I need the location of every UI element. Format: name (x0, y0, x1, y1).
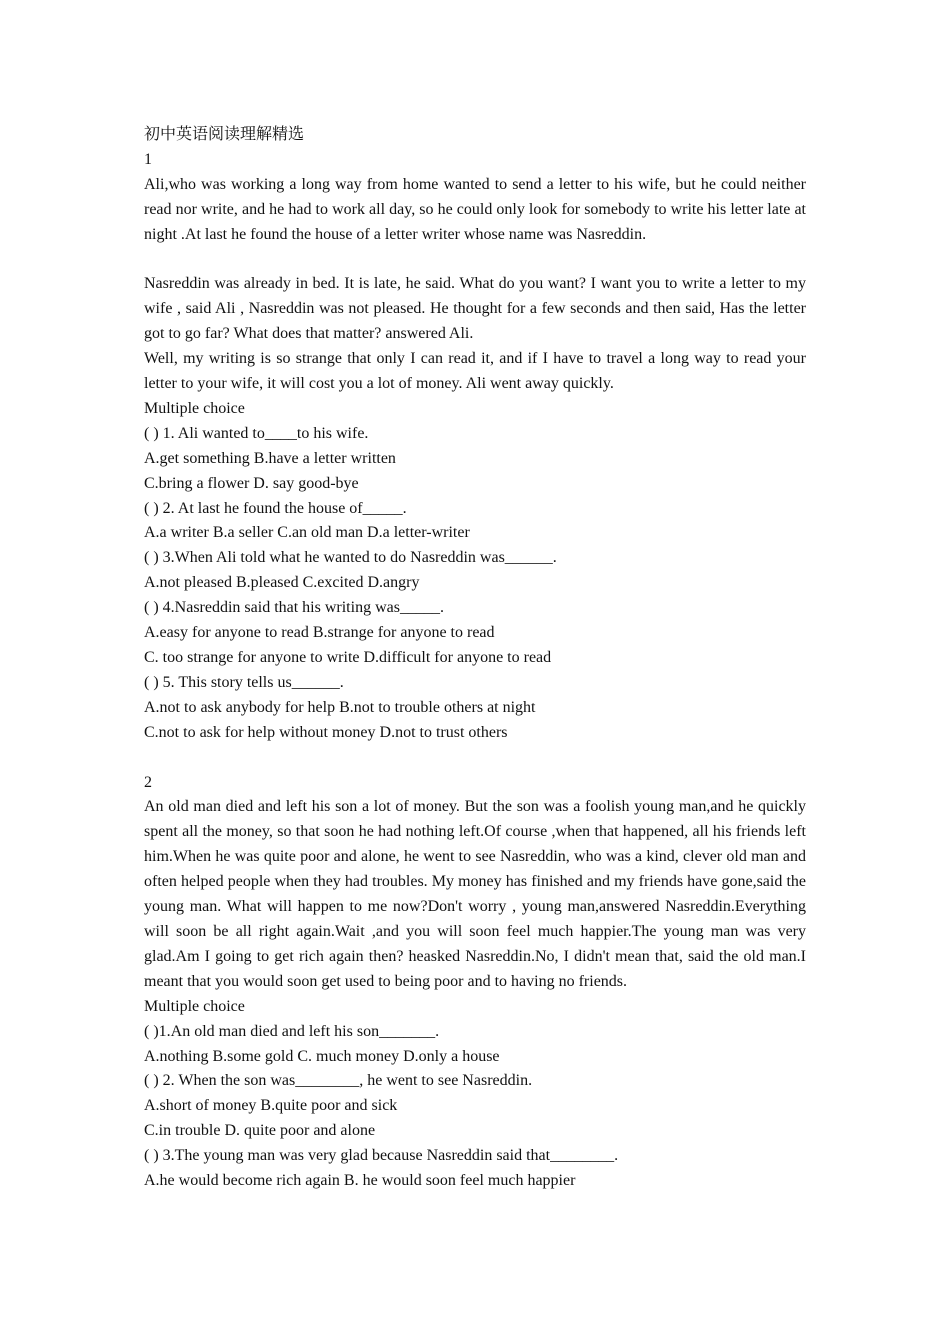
paragraph-spacer (144, 248, 806, 273)
section-1-question-2-options: A.a writer B.a seller C.an old man D.a letter-writer (144, 524, 470, 542)
section-1-question-3-options: A.not pleased B.pleased C.excited D.angry (144, 574, 420, 592)
section-1-question-5-options-b: C.not to ask for help without money D.not to trust others (144, 723, 508, 741)
section-spacer (144, 746, 806, 771)
section-2-question-3-options: A.he would become rich again B. he would soon feel much happier (144, 1172, 576, 1190)
section-2-question-2-options-a: A.short of money B.quite poor and sick (144, 1097, 398, 1115)
section-1-heading: Multiple choice (144, 399, 245, 417)
section-2-paragraph-1: An old man died and left his son a lot of money. But the son was a foolish young man,and he quickly spent all the money, so that soon he had nothing left.Of course ,when that happened, all his friends left him.When he was quite poor and alone, he went to see Nasreddin, who was a kind, clever old man and often helped people when they had troubles. My money has finished and my friends have gone,said the young man. What will happen to me now?Don't worry , young man,answered Nasreddin.Everything will soon be all right again.Wait ,and you will soon feel much happier.The young man was very glad.Am I going to get rich again then? heasked Nasreddin.No, I didn't mean that, said the old man.I meant that you would soon get used to being poor and to having no friends. (144, 798, 806, 990)
section-2-question-1-options: A.nothing B.some gold C. much money D.only a house (144, 1047, 500, 1065)
section-1-paragraph-3: Well, my writing is so strange that only I can read it, and if I have to travel a long way to read your letter to your wife, it will cost you a lot of money. Ali went away quickly. (144, 350, 806, 393)
section-2-question-2-options-b: C.in trouble D. quite poor and alone (144, 1122, 376, 1140)
section-1-question-1-options-a: A.get something B.have a letter written (144, 449, 396, 467)
section-1-question-1-options-b: C.bring a flower D. say good-bye (144, 474, 359, 492)
document-title: 初中英语阅读理解精选 (144, 126, 305, 143)
section-1-question-2: ( ) 2. At last he found the house of_____. (144, 499, 407, 517)
section-2-question-2: ( ) 2. When the son was________, he went to see Nasreddin. (144, 1072, 533, 1090)
section-1-paragraph-1: Ali,who was working a long way from home wanted to send a letter to his wife, but he could neither read nor write, and he had to work all day, so he could only look for somebody to write his letter late at night .At last he found the house of a letter writer whose name was Nasreddin. (144, 175, 806, 243)
section-1-question-5: ( ) 5. This story tells us______. (144, 673, 344, 691)
section-2-number: 2 (144, 773, 152, 791)
section-1-question-4-options-b: C. too strange for anyone to write D.difficult for anyone to read (144, 649, 552, 667)
section-2-question-3: ( ) 3.The young man was very glad because Nasreddin said that________. (144, 1147, 619, 1165)
section-1-question-4: ( ) 4.Nasreddin said that his writing was_____. (144, 599, 444, 617)
section-1-question-4-options-a: A.easy for anyone to read B.strange for anyone to read (144, 624, 495, 642)
section-1-question-5-options-a: A.not to ask anybody for help B.not to trouble others at night (144, 698, 536, 716)
section-1-question-1: ( ) 1. Ali wanted to____to his wife. (144, 424, 369, 442)
section-1-number: 1 (144, 150, 152, 168)
section-1-paragraph-2: Nasreddin was already in bed. It is late, he said. What do you want? I want you to write a letter to my wife , said Ali , Nasreddin was not pleased. He thought for a few seconds and then said, Has the letter got to go far? What does that matter? answered Ali. (144, 275, 806, 343)
section-2-heading: Multiple choice (144, 997, 245, 1015)
section-1-question-3: ( ) 3.When Ali told what he wanted to do Nasreddin was______. (144, 549, 557, 567)
document-page (144, 123, 806, 1194)
section-2-question-1: ( )1.An old man died and left his son_______. (144, 1022, 440, 1040)
